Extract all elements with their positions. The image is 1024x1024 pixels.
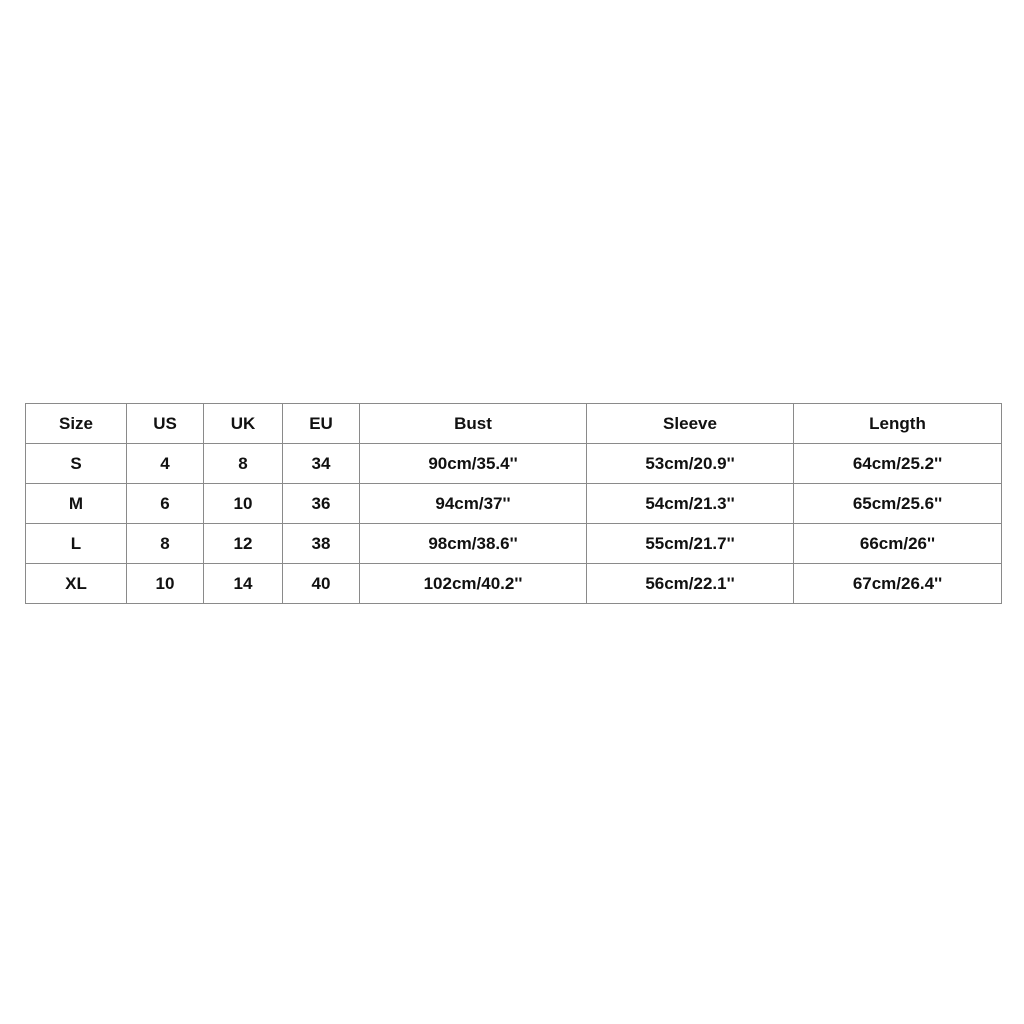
cell-length: 65cm/25.6''	[794, 484, 1002, 524]
cell-uk: 14	[204, 564, 283, 604]
cell-length: 64cm/25.2''	[794, 444, 1002, 484]
cell-us: 6	[127, 484, 204, 524]
table-row	[26, 444, 1002, 484]
cell-eu: 36	[283, 484, 360, 524]
cell-bust: 94cm/37''	[360, 484, 587, 524]
table-row	[26, 524, 1002, 564]
cell-size: XL	[26, 564, 127, 604]
cell-eu: 40	[283, 564, 360, 604]
header-us: US	[127, 404, 204, 444]
cell-size: L	[26, 524, 127, 564]
cell-sleeve: 55cm/21.7''	[587, 524, 794, 564]
header-eu: EU	[283, 404, 360, 444]
header-length: Length	[794, 404, 1002, 444]
cell-length: 67cm/26.4''	[794, 564, 1002, 604]
cell-length: 66cm/26''	[794, 524, 1002, 564]
cell-uk: 8	[204, 444, 283, 484]
cell-sleeve: 56cm/22.1''	[587, 564, 794, 604]
cell-size: M	[26, 484, 127, 524]
table-row	[26, 484, 1002, 524]
cell-sleeve: 53cm/20.9''	[587, 444, 794, 484]
cell-eu: 34	[283, 444, 360, 484]
cell-uk: 10	[204, 484, 283, 524]
cell-us: 8	[127, 524, 204, 564]
table-row	[26, 564, 1002, 604]
cell-bust: 102cm/40.2''	[360, 564, 587, 604]
cell-bust: 90cm/35.4''	[360, 444, 587, 484]
size-chart-table	[25, 403, 1002, 604]
table-header-row	[26, 404, 1002, 444]
header-bust: Bust	[360, 404, 587, 444]
cell-sleeve: 54cm/21.3''	[587, 484, 794, 524]
cell-eu: 38	[283, 524, 360, 564]
cell-size: S	[26, 444, 127, 484]
cell-bust: 98cm/38.6''	[360, 524, 587, 564]
header-sleeve: Sleeve	[587, 404, 794, 444]
cell-us: 4	[127, 444, 204, 484]
header-size: Size	[26, 404, 127, 444]
cell-us: 10	[127, 564, 204, 604]
cell-uk: 12	[204, 524, 283, 564]
header-uk: UK	[204, 404, 283, 444]
